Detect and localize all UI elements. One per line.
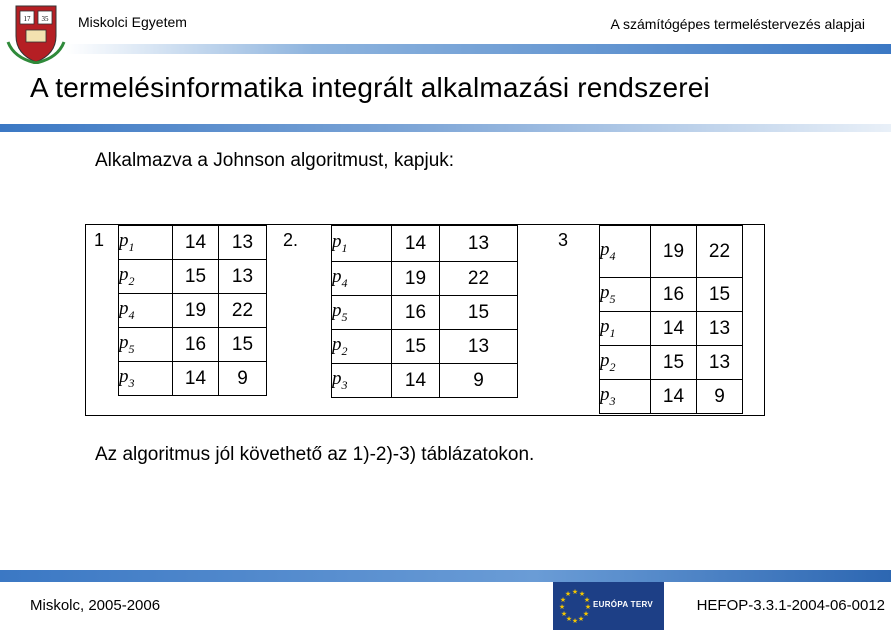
eu-logo — [553, 582, 664, 630]
job-symbol: p — [119, 366, 129, 388]
machine-b-time: 13 — [219, 260, 267, 294]
machine-b-time: 15 — [697, 278, 743, 312]
job-index: 2 — [341, 343, 348, 358]
job-symbol: p — [332, 266, 342, 288]
job-symbol: p — [600, 384, 610, 406]
job-cell — [119, 362, 173, 396]
table-row — [332, 226, 518, 262]
svg-text:★: ★ — [577, 616, 585, 623]
job-cell — [119, 260, 173, 294]
job-cell — [332, 364, 392, 398]
job-symbol: p — [600, 239, 610, 261]
svg-text:★: ★ — [571, 618, 579, 625]
machine-a-time: 14 — [173, 226, 219, 260]
header-university: Miskolci Egyetem — [78, 14, 187, 30]
table-row — [119, 226, 267, 260]
job-index: 2 — [128, 273, 135, 288]
machine-b-time: 22 — [219, 294, 267, 328]
job-index: 3 — [609, 393, 616, 408]
machine-b-time: 9 — [219, 362, 267, 396]
table-row — [332, 330, 518, 364]
job-index: 1 — [341, 240, 348, 255]
job-cell — [332, 262, 392, 296]
job-cell — [600, 380, 651, 414]
job-symbol: p — [119, 332, 129, 354]
machine-a-time: 19 — [392, 262, 440, 296]
svg-text:★: ★ — [564, 591, 572, 598]
table-row — [119, 362, 267, 396]
job-cell — [600, 226, 651, 278]
machine-a-time: 14 — [651, 312, 697, 346]
svg-text:★: ★ — [559, 597, 567, 604]
table-2-label: 2. — [283, 230, 299, 250]
svg-text:★: ★ — [578, 591, 586, 598]
title-divider — [0, 124, 891, 132]
table-row — [600, 226, 743, 278]
job-cell — [332, 330, 392, 364]
eu-logo-text: EURÓPA TERV — [593, 600, 654, 609]
table-row — [600, 346, 743, 380]
machine-b-time: 13 — [697, 312, 743, 346]
job-index: 4 — [341, 275, 348, 290]
machine-a-time: 19 — [173, 294, 219, 328]
job-cell — [600, 312, 651, 346]
svg-text:★: ★ — [558, 604, 566, 611]
machine-b-time: 15 — [219, 328, 267, 362]
job-symbol: p — [332, 368, 342, 390]
job-cell — [119, 294, 173, 328]
outro-text: Az algoritmus jól követhető az 1)-2)-3) táblázatokon. — [95, 444, 535, 465]
machine-a-time: 14 — [392, 364, 440, 398]
machine-a-time: 16 — [392, 296, 440, 330]
table-1-label: 1 — [94, 230, 105, 250]
machine-b-time: 9 — [440, 364, 518, 398]
job-index: 4 — [609, 248, 616, 263]
machine-b-time: 15 — [440, 296, 518, 330]
job-cell — [600, 346, 651, 380]
job-index: 3 — [128, 375, 135, 390]
job-index: 1 — [128, 239, 135, 254]
table-row — [332, 296, 518, 330]
table-row — [600, 278, 743, 312]
machine-b-time: 13 — [697, 346, 743, 380]
table-row — [332, 262, 518, 296]
job-index: 5 — [341, 309, 348, 324]
svg-text:★: ★ — [582, 611, 590, 618]
machine-b-time: 22 — [440, 262, 518, 296]
table-row — [119, 260, 267, 294]
footer-divider — [0, 570, 891, 582]
slide-title: A termelésinformatika integrált alkalmazási rendszerei — [30, 72, 710, 103]
job-cell — [332, 296, 392, 330]
machine-a-time: 16 — [173, 328, 219, 362]
job-index: 5 — [128, 341, 135, 356]
machine-a-time: 15 — [392, 330, 440, 364]
svg-text:★: ★ — [571, 589, 579, 596]
job-index: 5 — [609, 291, 616, 306]
svg-text:★: ★ — [565, 616, 573, 623]
svg-text:★: ★ — [584, 604, 592, 611]
johnson-table-1 — [118, 225, 267, 396]
footer-project-code: HEFOP-3.3.1-2004-06-0012 — [696, 597, 885, 614]
johnson-table-3 — [599, 225, 743, 414]
machine-a-time: 14 — [392, 226, 440, 262]
job-index: 4 — [128, 307, 135, 322]
machine-b-time: 13 — [440, 226, 518, 262]
job-symbol: p — [600, 316, 610, 338]
job-cell — [119, 328, 173, 362]
intro-text: Alkalmazva a Johnson algoritmust, kapjuk: — [95, 150, 455, 171]
machine-a-time: 16 — [651, 278, 697, 312]
machine-b-time: 22 — [697, 226, 743, 278]
job-cell — [119, 226, 173, 260]
svg-text:★: ★ — [560, 611, 568, 618]
footer-place-date: Miskolc, 2005-2006 — [30, 597, 161, 614]
table-row — [332, 364, 518, 398]
machine-a-time: 14 — [173, 362, 219, 396]
job-symbol: p — [600, 350, 610, 372]
job-symbol: p — [600, 282, 610, 304]
machine-a-time: 19 — [651, 226, 697, 278]
table-row — [600, 380, 743, 414]
machine-a-time: 15 — [651, 346, 697, 380]
machine-b-time: 13 — [440, 330, 518, 364]
machine-a-time: 15 — [173, 260, 219, 294]
logo-year-right: 35 — [41, 15, 49, 23]
job-symbol: p — [332, 231, 342, 253]
table-3-label: 3 — [558, 230, 569, 250]
job-cell — [332, 226, 392, 262]
header-course: A számítógépes termeléstervezés alapjai — [610, 16, 865, 32]
job-symbol: p — [119, 298, 129, 320]
table-row — [119, 328, 267, 362]
job-index: 3 — [341, 377, 348, 392]
table-row — [600, 312, 743, 346]
job-symbol: p — [332, 300, 342, 322]
table-row — [119, 294, 267, 328]
johnson-table-2 — [331, 225, 518, 398]
job-index: 1 — [609, 325, 616, 340]
job-symbol: p — [119, 230, 129, 252]
university-logo — [6, 2, 66, 64]
job-index: 2 — [609, 359, 616, 374]
svg-text:★: ★ — [583, 597, 591, 604]
machine-a-time: 14 — [651, 380, 697, 414]
machine-b-time: 13 — [219, 226, 267, 260]
job-symbol: p — [332, 334, 342, 356]
machine-b-time: 9 — [697, 380, 743, 414]
logo-year-left: 17 — [23, 15, 31, 23]
header-divider — [66, 44, 891, 54]
job-cell — [600, 278, 651, 312]
job-symbol: p — [119, 264, 129, 286]
